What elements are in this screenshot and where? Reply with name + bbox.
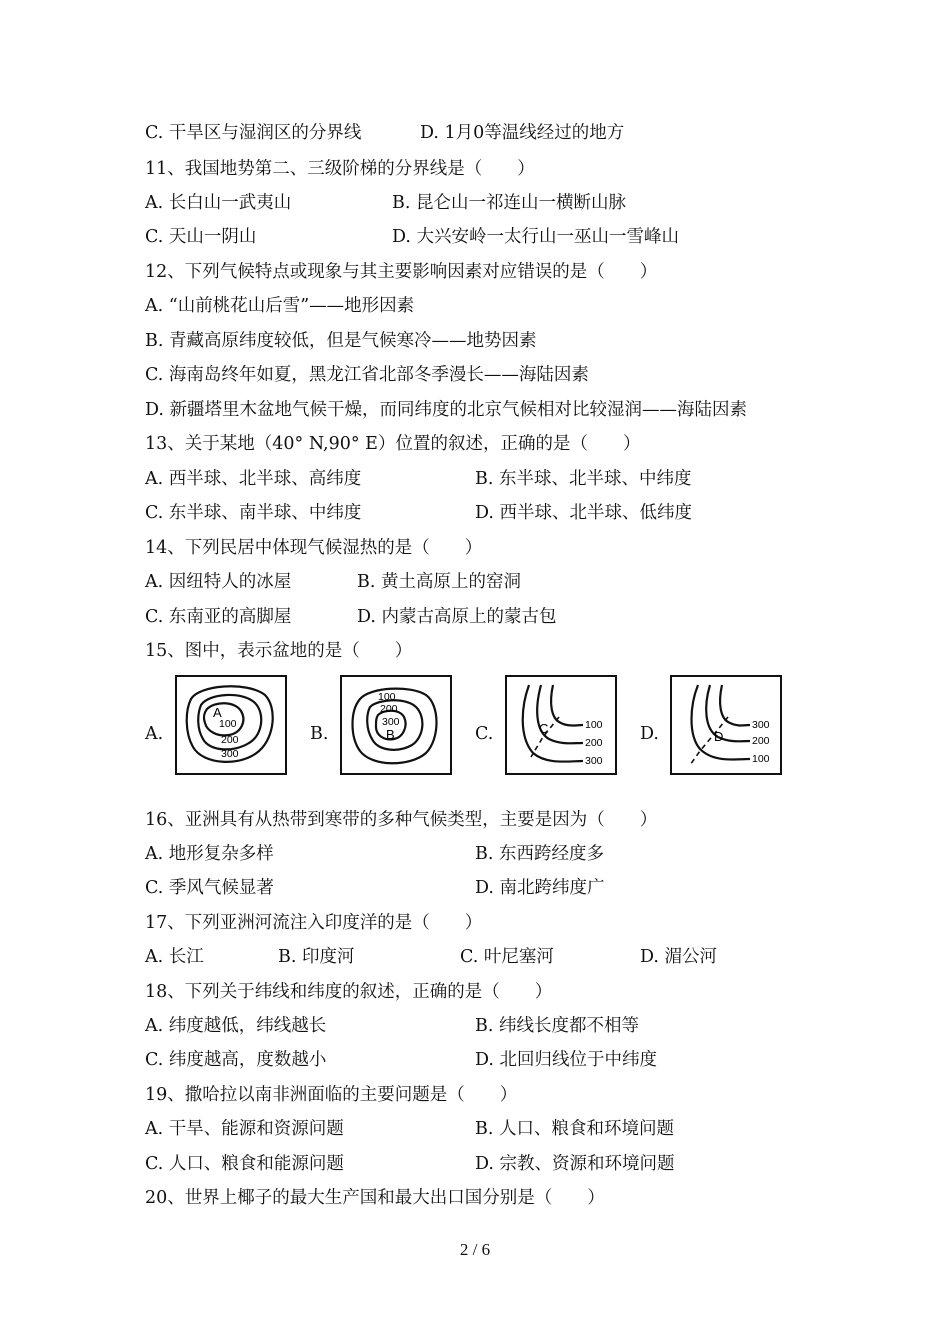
contour-figure-d: [670, 675, 782, 775]
point-label: C: [539, 721, 549, 736]
q18-option-b: B. 纬线长度都不相等: [475, 1016, 639, 1036]
q15-stem: 15、图中，表示盆地的是（ ）: [145, 641, 413, 661]
contour-figure-b: [340, 675, 452, 775]
contour-label: 200: [221, 734, 239, 746]
q17-stem: 17、下列亚洲河流注入印度洋的是（ ）: [145, 913, 483, 933]
q12-option-a: A. “山前桃花山后雪”——地形因素: [145, 296, 415, 316]
q14-stem: 14、下列民居中体现气候湿热的是（ ）: [145, 538, 483, 558]
q19-option-a: A. 干旱、能源和资源问题: [145, 1119, 344, 1139]
contour-label: 300: [382, 716, 400, 728]
q18-option-c: C. 纬度越高，度数越小: [145, 1050, 327, 1070]
q14-option-b: B. 黄土高原上的窑洞: [357, 572, 521, 592]
q17-option-b: B. 印度河: [278, 947, 355, 967]
q17-option-d: D. 湄公河: [640, 947, 718, 967]
q12-option-d: D. 新疆塔里木盆地气候干燥，而同纬度的北京气候相对比较湿润——海陆因素: [145, 400, 748, 420]
q18-option-d: D. 北回归线位于中纬度: [475, 1050, 658, 1070]
contour-label: 100: [219, 718, 237, 730]
point-label: D: [714, 729, 724, 744]
contour-figure-a: [175, 675, 287, 775]
figure-b-label: B.: [310, 724, 329, 744]
contour-label: 300: [585, 755, 603, 767]
q18-option-a: A. 纬度越低，纬线越长: [145, 1016, 327, 1036]
contour-label: 200: [585, 737, 603, 749]
q13-option-d: D. 西半球、北半球、低纬度: [475, 503, 693, 523]
figure-d-label: D.: [640, 724, 659, 744]
contour-figure-c: [505, 675, 617, 775]
q16-option-b: B. 东西跨经度多: [475, 844, 604, 864]
q19-option-c: C. 人口、粮食和能源问题: [145, 1154, 344, 1174]
q18-stem: 18、下列关于纬线和纬度的叙述，正确的是（ ）: [145, 982, 553, 1002]
q17-option-a: A. 长江: [145, 947, 204, 967]
q13-option-a: A. 西半球、北半球、高纬度: [145, 469, 362, 489]
q16-option-d: D. 南北跨纬度广: [475, 878, 605, 898]
q19-stem: 19、撒哈拉以南非洲面临的主要问题是（ ）: [145, 1085, 518, 1105]
q12-option-b: B. 青藏高原纬度较低，但是气候寒冷——地势因素: [145, 331, 537, 351]
q11-option-c: C. 天山一阴山: [145, 227, 257, 247]
q14-option-c: C. 东南亚的高脚屋: [145, 607, 292, 627]
point-label: B: [386, 727, 395, 742]
q10-option-d: D. 1月0等温线经过的地方: [420, 123, 625, 143]
q11-option-b: B. 昆仑山一祁连山一横断山脉: [392, 193, 626, 213]
contour-label: 200: [752, 735, 770, 747]
q11-option-d: D. 大兴安岭一太行山一巫山一雪峰山: [392, 227, 680, 247]
q13-option-c: C. 东半球、南半球、中纬度: [145, 503, 362, 523]
contour-label: 100: [585, 719, 603, 731]
q11-option-a: A. 长白山一武夷山: [145, 193, 292, 213]
q20-stem: 20、世界上椰子的最大生产国和最大出口国分别是（ ）: [145, 1188, 605, 1208]
contour-label: 100: [752, 753, 770, 765]
q16-stem: 16、亚洲具有从热带到寒带的多种气候类型，主要是因为（ ）: [145, 810, 658, 830]
q17-option-c: C. 叶尼塞河: [460, 947, 554, 967]
q16-option-a: A. 地形复杂多样: [145, 844, 274, 864]
contour-label: 200: [380, 703, 398, 715]
q19-option-b: B. 人口、粮食和环境问题: [475, 1119, 674, 1139]
contour-label: 300: [752, 719, 770, 731]
q14-option-d: D. 内蒙古高原上的蒙古包: [357, 607, 557, 627]
contour-label: 300: [221, 748, 239, 760]
q11-stem: 11、我国地势第二、三级阶梯的分界线是（ ）: [145, 159, 535, 179]
q13-stem: 13、关于某地（40° N,90° E）位置的叙述，正确的是（ ）: [145, 434, 641, 454]
q14-option-a: A. 因纽特人的冰屋: [145, 572, 292, 592]
figure-c-label: C.: [475, 724, 494, 744]
point-label: A: [213, 705, 222, 720]
page-number: 2 / 6: [459, 1240, 491, 1259]
q16-option-c: C. 季风气候显著: [145, 878, 274, 898]
figure-a-label: A.: [145, 724, 164, 744]
q19-option-d: D. 宗教、资源和环境问题: [475, 1154, 675, 1174]
q13-option-b: B. 东半球、北半球、中纬度: [475, 469, 692, 489]
contour-label: 100: [378, 691, 396, 703]
q12-option-c: C. 海南岛终年如夏，黑龙江省北部冬季漫长——海陆因素: [145, 365, 589, 385]
q10-option-c: C. 干旱区与湿润区的分界线: [145, 123, 362, 143]
q12-stem: 12、下列气候特点或现象与其主要影响因素对应错误的是（ ）: [145, 262, 658, 282]
